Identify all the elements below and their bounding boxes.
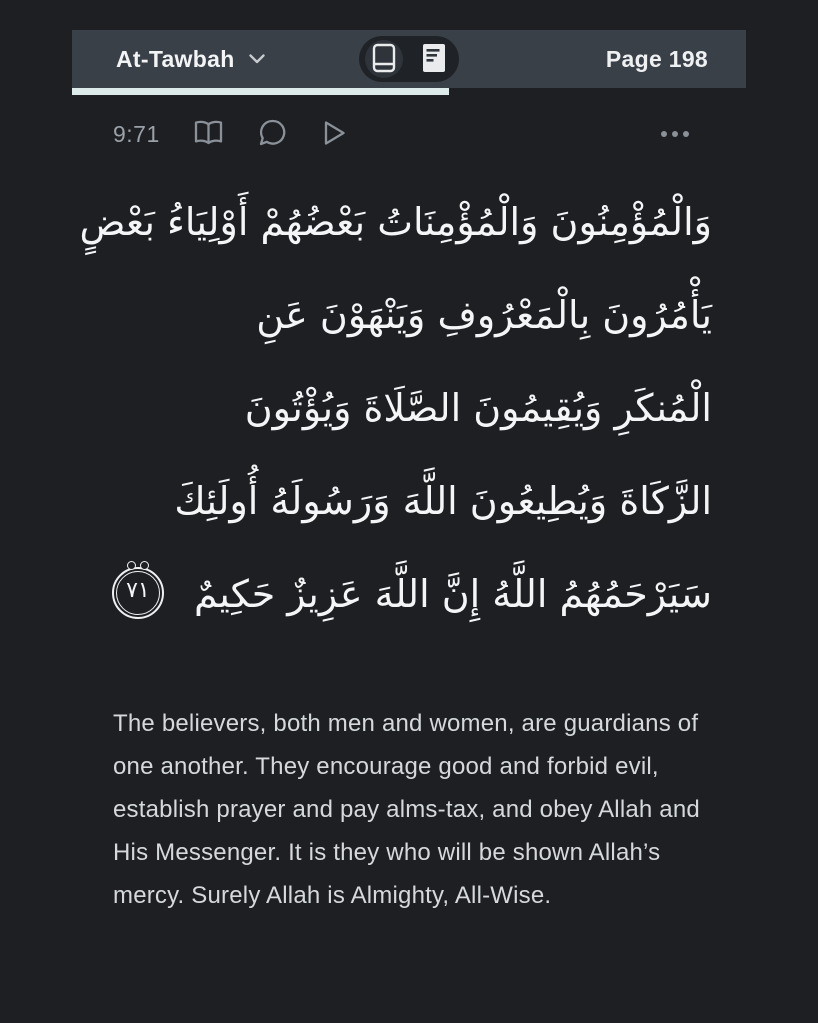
arabic-line	[110, 548, 712, 641]
play-audio-button[interactable]	[320, 118, 348, 151]
surah-name: At-Tawbah	[116, 45, 235, 72]
comment-bubble-icon	[257, 118, 287, 151]
reading-progress-bar	[72, 88, 449, 95]
mushaf-view-toggle[interactable]	[365, 40, 403, 78]
surah-selector[interactable]	[116, 46, 265, 73]
translation-view-icon	[422, 43, 446, 76]
arabic-line-text: سَيَرْحَمُهُمُ اللَّهُ إِنَّ اللَّهَ عَزِيزٌ حَكِيمٌ	[194, 572, 712, 616]
ellipsis-icon	[672, 131, 678, 137]
verse-actions-row	[113, 117, 693, 151]
mushaf-view-icon	[372, 43, 396, 76]
reading-progress-track	[72, 88, 746, 95]
arabic-line: وَالْمُؤْمِنُونَ وَالْمُؤْمِنَاتُ بَعْضُهُمْ أَوْلِيَاءُ بَعْضٍ	[79, 200, 712, 244]
ayah-number: ٧١	[126, 578, 150, 603]
arabic-verse-block	[79, 176, 712, 641]
end-of-ayah-icon	[112, 567, 164, 619]
ornament-dot	[127, 561, 136, 570]
verse-key[interactable]: 9:71	[113, 120, 160, 147]
view-mode-toggle	[359, 36, 459, 82]
open-tafsir-button[interactable]	[193, 119, 224, 149]
arabic-line: الزَّكَاةَ وَيُطِيعُونَ اللَّهَ وَرَسُولَهُ أُولَئِكَ	[174, 479, 712, 523]
top-navigation-bar	[72, 30, 746, 88]
chevron-down-icon	[249, 54, 265, 64]
arabic-line: الْمُنكَرِ وَيُقِيمُونَ الصَّلَاةَ وَيُؤْتُونَ	[244, 386, 712, 430]
reflections-button[interactable]	[257, 118, 287, 151]
ellipsis-icon	[683, 131, 689, 137]
ellipsis-icon	[661, 131, 667, 137]
page-number-label: Page 198	[605, 45, 708, 72]
translation-view-toggle[interactable]	[415, 40, 453, 78]
arabic-line: يَأْمُرُونَ بِالْمَعْرُوفِ وَيَنْهَوْنَ عَنِ	[256, 293, 712, 337]
open-book-icon	[193, 119, 224, 149]
ornament-dot	[140, 561, 149, 570]
more-options-button[interactable]	[657, 127, 693, 141]
translation-text: The believers, both men and women, are guardians of one another. They encourage good and forbid evil, establish prayer and pay alms-tax, and obey Allah and His Messenger. It is they who will be shown Allah’s mercy. Surely Allah is Almighty, All-Wise.	[113, 710, 700, 909]
play-icon	[320, 118, 348, 151]
